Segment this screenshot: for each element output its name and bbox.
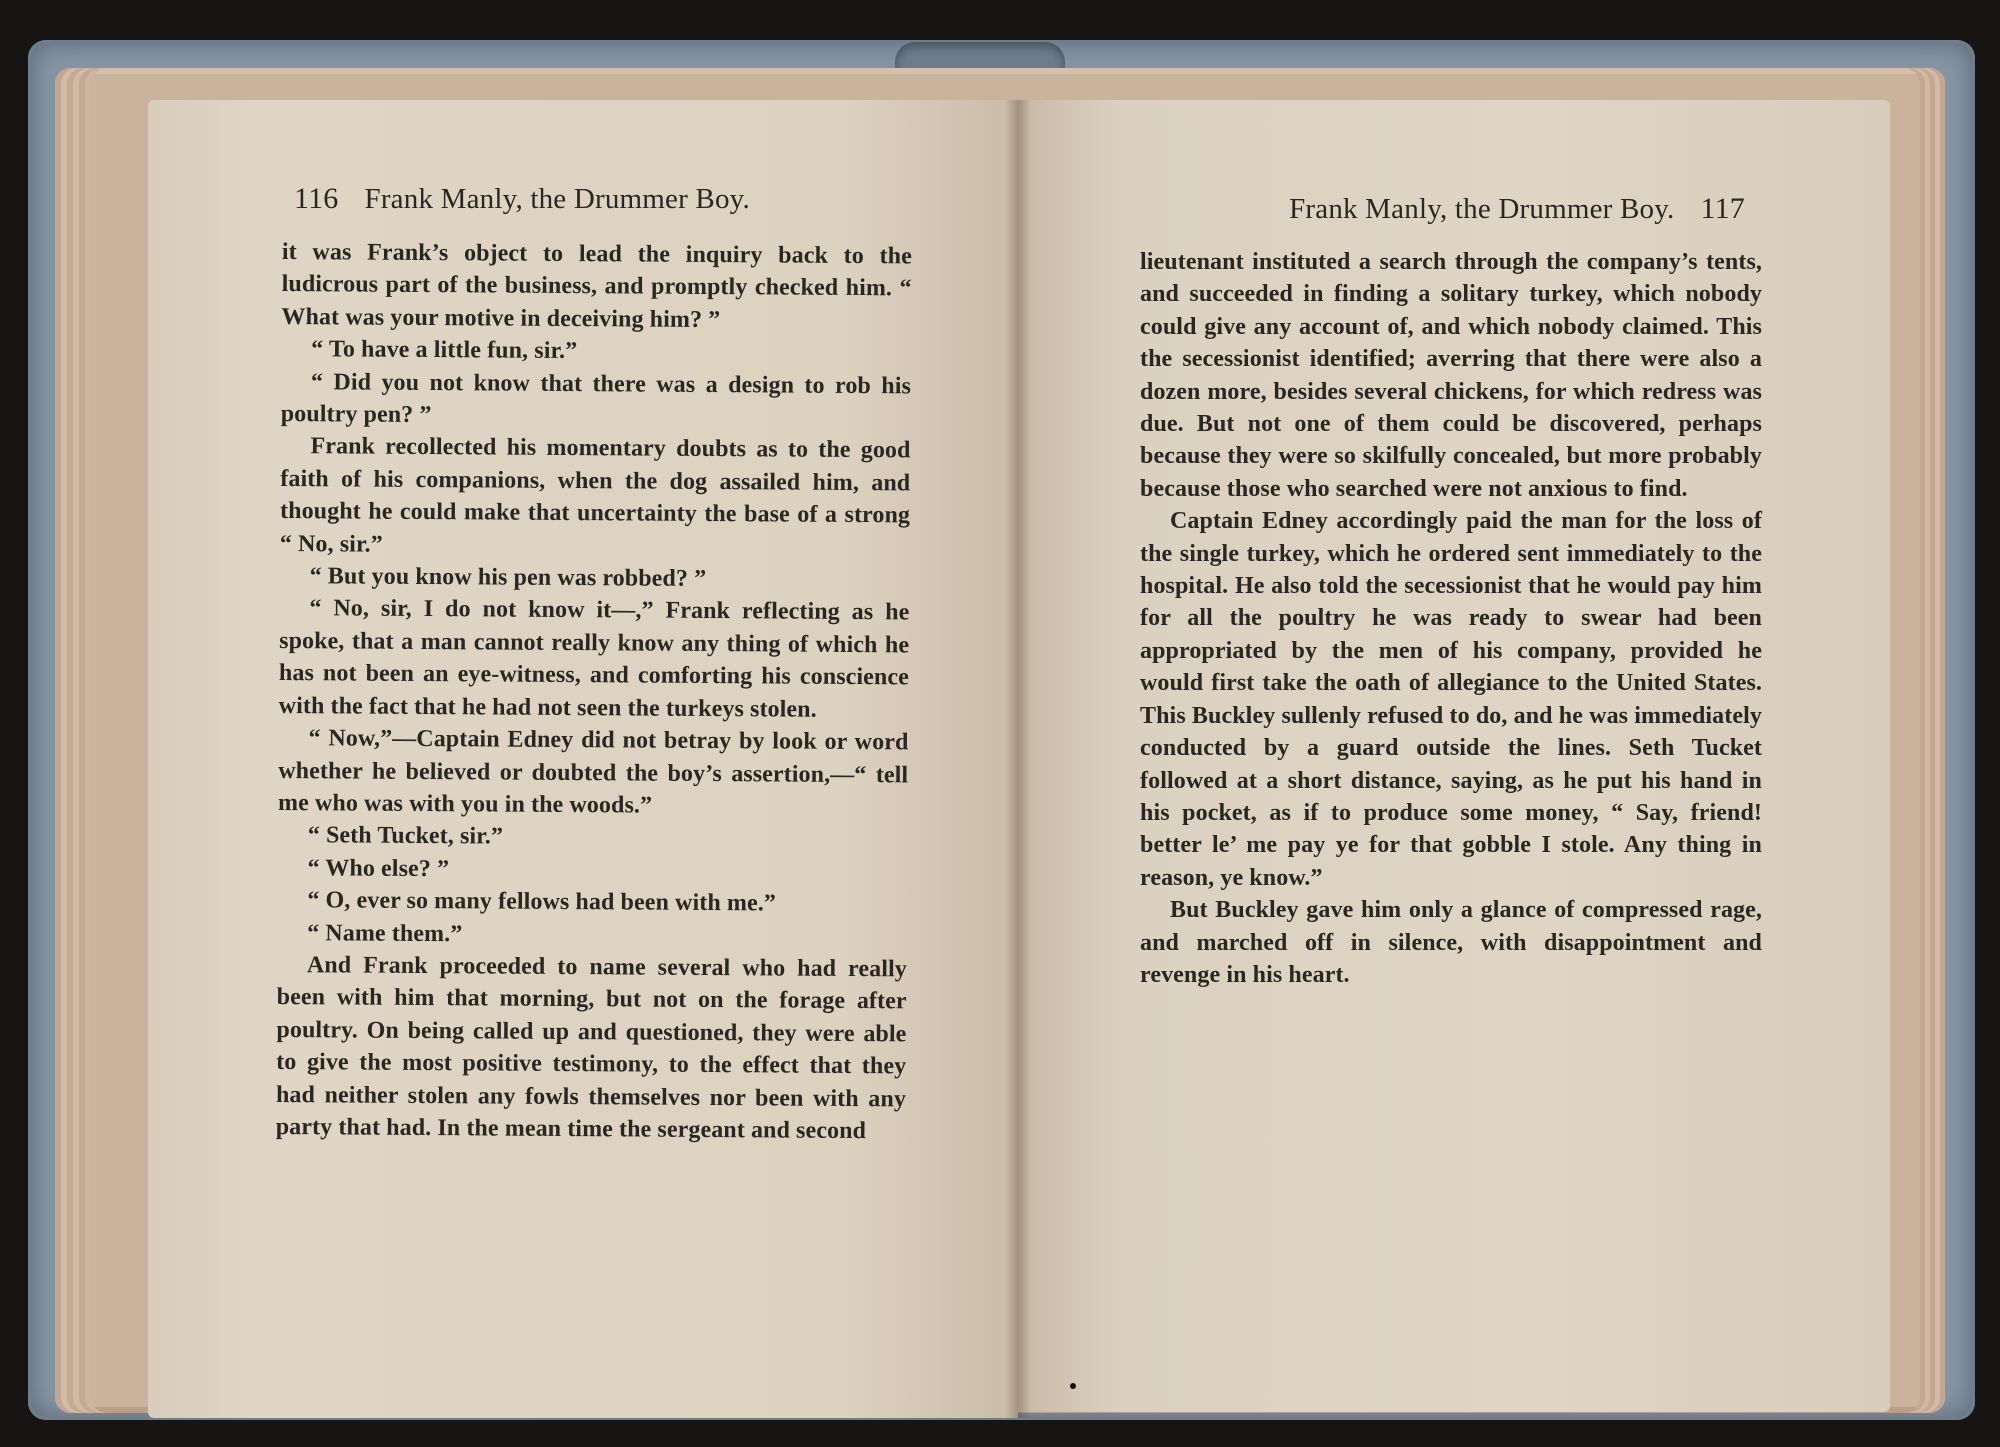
left-page-number: 116 xyxy=(294,182,339,215)
paragraph: “ Name them.” xyxy=(307,919,463,947)
paragraph: Captain Edney accordingly paid the man for the loss of the single turkey, which he ordered sent immediately to the hospital. He also told the secessionist that he would pay him for all the poultry he was ready to swear had been appropriated by the men of his company, provided he would first take the oath of allegiance to the United States. This Buckley sullenly refused to do, and he was immediately conducted by a guard outside the lines. Seth Tucket followed at a short distance, saying, as he put his hand in his pocket, as if to produce some money, “ Say, friend! better le’ me pay ye for that gobble I stole. Any thing in reason, ye know.” xyxy=(1140,508,1762,891)
left-page-text xyxy=(276,236,912,1148)
paragraph: Frank recollected his momentary doubts as to the good faith of his companions, when the dog assailed him, and thought he could make that uncertainty the base of a strong “ No, sir.” xyxy=(279,433,911,558)
paragraph: it was Frank’s object to lead the inquiry back to the ludicrous part of the business, and promptly checked him. “ What was your motive in deceiving him? ” xyxy=(281,238,912,333)
right-page-number: 117 xyxy=(1700,192,1745,225)
paragraph: lieutenant instituted a search through the company’s tents, and succeeded in finding a solitary turkey, which nobody could give any account of, and which nobody claimed. This the secessionist identified; averring that there were also a dozen more, besides several chickens, for which redress was due. But not one of them could be discovered, perhaps because they were so skilfully concealed, but more probably because those who searched were not anxious to find. xyxy=(1140,249,1762,502)
paragraph: “ No, sir, I do not know it—,” Frank reflecting as he spoke, that a man cannot really know any thing of which he has not been an eye-witness, and comforting his conscience with the fact that he had not seen the turkeys stolen. xyxy=(278,595,910,723)
right-page xyxy=(1018,100,1890,1412)
paragraph: But Buckley gave him only a glance of compressed rage, and marched off in silence, with disappointment and revenge in his heart. xyxy=(1140,897,1762,988)
paragraph: “ But you know his pen was robbed? ” xyxy=(309,563,707,593)
right-page-text xyxy=(1140,246,1762,991)
paragraph: “ Who else? ” xyxy=(307,854,450,882)
right-page-header xyxy=(1289,192,1745,226)
paragraph: “ Now,”—Captain Edney did not betray by look or word whether he believed or doubted the boy’s assertion,—“ tell me who was with you in the woods.” xyxy=(277,725,909,819)
paragraph: “ Did you not know that there was a design to rob his poultry pen? ” xyxy=(280,368,912,429)
paragraph: “ O, ever so many fellows had been with me.” xyxy=(307,887,777,917)
left-page-header xyxy=(294,182,750,216)
left-running-title: Frank Manly, the Drummer Boy. xyxy=(364,183,750,215)
paragraph: “ To have a little fun, sir.” xyxy=(311,336,578,365)
ink-dot xyxy=(1070,1383,1076,1389)
right-running-title: Frank Manly, the Drummer Boy. xyxy=(1289,193,1675,225)
left-page xyxy=(148,100,1018,1418)
book-gutter xyxy=(1005,100,1031,1418)
paragraph: “ Seth Tucket, sir.” xyxy=(307,822,504,850)
paragraph: And Frank proceeded to name several who had really been with him that morning, but not on the forage after poultry. On being called up and questioned, they were able to give the most positive testimony, to the effect that they had neither stolen any fowls themselves nor been with any party that had. In the mean time the sergeant and second xyxy=(275,952,907,1145)
